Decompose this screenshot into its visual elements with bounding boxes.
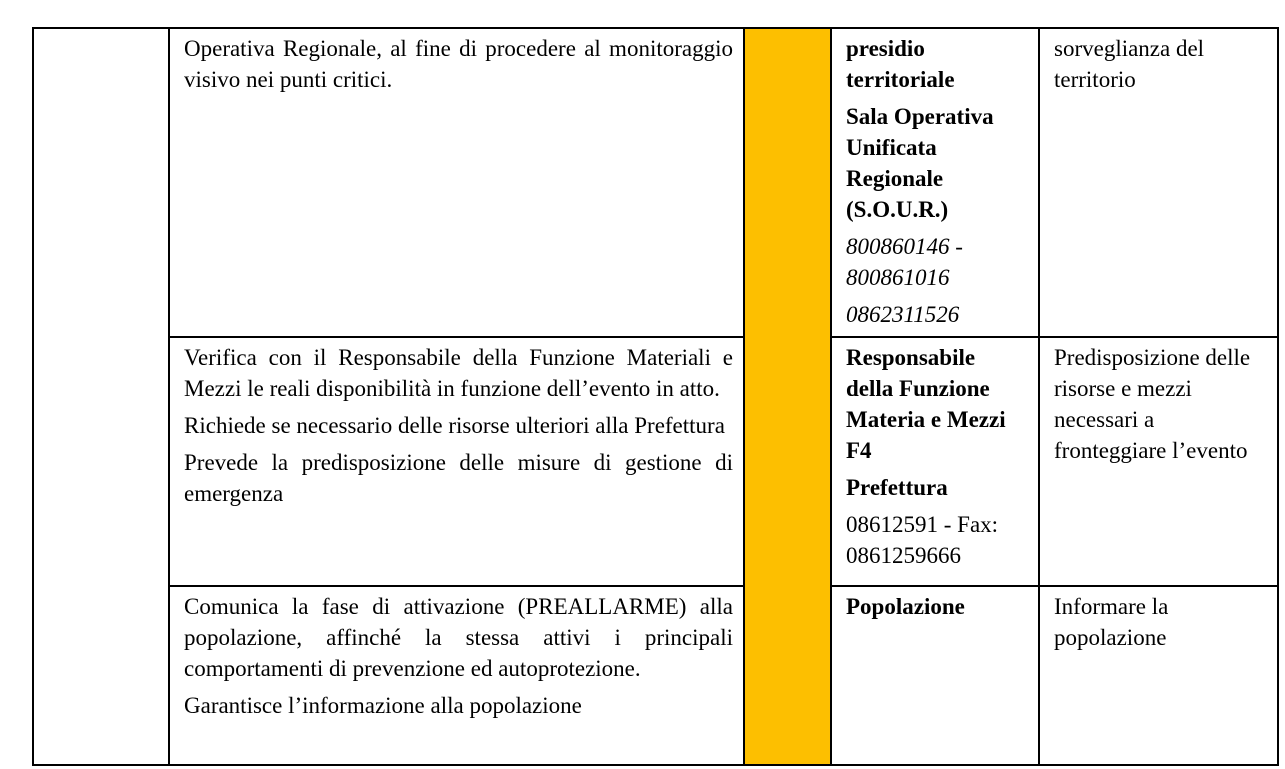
action-text: Verifica con il Responsabile della Funzione Materiali e Mezzi le reali disponibilità in funzione dell’evento in atto. — [184, 345, 733, 401]
objective-cell — [1039, 586, 1278, 765]
contact-cell — [831, 337, 1039, 586]
objective-cell — [1039, 337, 1278, 586]
phone-number: 08612591 - Fax: 0861259666 — [846, 512, 999, 568]
action-cell — [169, 586, 744, 765]
objective-text: Predisposizione delle risorse e mezzi necessari a fronteggiare l’evento — [1054, 345, 1251, 463]
objective-cell — [1039, 28, 1278, 337]
phone-number: 0862311526 — [846, 302, 960, 327]
action-cell — [169, 337, 744, 586]
contact-cell — [831, 586, 1039, 765]
table-row — [33, 586, 1278, 765]
objective-text: sorveglianza del territorio — [1054, 36, 1205, 92]
procedure-table-page — [32, 27, 1277, 764]
objective-text: Informare la popolazione — [1054, 594, 1169, 650]
phase-column-cell — [33, 28, 169, 765]
procedure-table — [32, 27, 1279, 766]
action-text: Richiede se necessario delle risorse ulteriori alla Prefettura — [184, 413, 725, 438]
table-row — [33, 28, 1278, 337]
table-row — [33, 337, 1278, 586]
contact-entry: Popolazione — [846, 594, 965, 619]
action-text: Comunica la fase di attivazione (PREALLARME) alla popolazione, affinché la stessa attivi i principali comportamenti di prevenzione ed autoprotezione. — [184, 594, 733, 681]
contact-entry: Responsabile della Funzione Materia e Mezzi F4 — [846, 345, 1006, 463]
phone-number: 800860146 - 800861016 — [846, 234, 963, 290]
contact-cell — [831, 28, 1039, 337]
action-text: Operativa Regionale, al fine di procedere al monitoraggio visivo nei punti critici. — [184, 36, 733, 92]
contact-entry: Sala Operativa Unificata Regionale (S.O.U.R.) — [846, 104, 994, 222]
action-text: Garantisce l’informazione alla popolazione — [184, 693, 582, 718]
contact-entry: presidio territoriale — [846, 36, 955, 92]
contact-entry: Prefettura — [846, 475, 948, 500]
action-cell — [169, 28, 744, 337]
action-text: Prevede la predisposizione delle misure di gestione di emergenza — [184, 450, 733, 506]
highlight-column — [744, 28, 831, 765]
